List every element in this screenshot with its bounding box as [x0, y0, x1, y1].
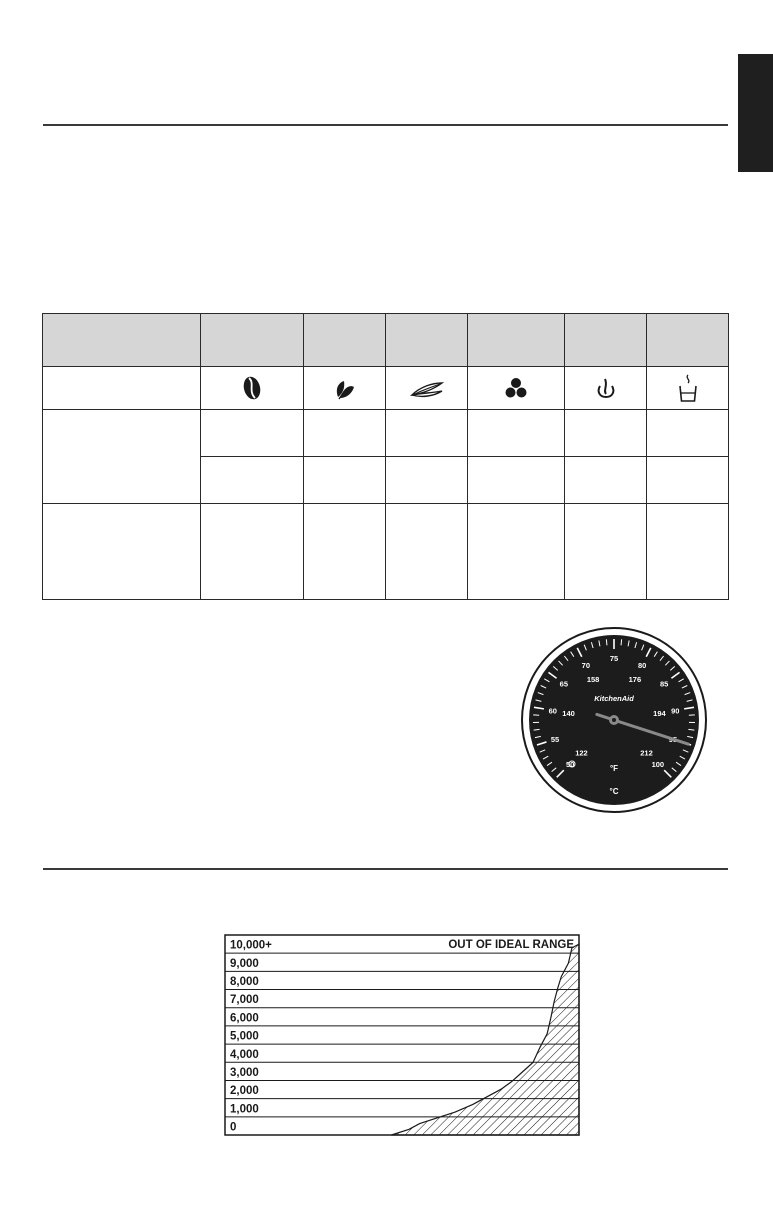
celsius-tick-label: 85 — [659, 679, 669, 689]
table-header-cell — [201, 314, 304, 367]
fahrenheit-tick-label: 158 — [586, 675, 600, 685]
ppm-range-chart — [224, 934, 580, 1138]
herbal-blossom-icon — [505, 377, 527, 399]
table-header-cell — [304, 314, 386, 367]
fahrenheit-tick-label: 194 — [653, 708, 666, 718]
table-header-cell — [647, 314, 729, 367]
y-tick-label: 9,000 — [230, 957, 259, 970]
table-cell — [468, 367, 565, 410]
y-tick-label: 10,000+ — [230, 939, 272, 952]
table-cell — [201, 410, 304, 457]
table-cell — [386, 457, 468, 504]
black-tea-leaf-icon — [334, 375, 356, 401]
table-cell — [386, 504, 468, 600]
celsius-tick-label: 55 — [550, 735, 560, 745]
out-of-range-annotation: OUT OF IDEAL RANGE — [448, 939, 574, 951]
y-tick-label: 0 — [230, 1121, 237, 1134]
celsius-tick-label: 60 — [548, 706, 557, 716]
celsius-tick-label: 75 — [609, 654, 619, 663]
celsius-tick-label: 50 — [565, 759, 575, 769]
section-tab-marker — [738, 54, 773, 172]
table-header-cell — [565, 314, 647, 367]
celsius-tick-label: 80 — [637, 660, 647, 670]
y-tick-label: 2,000 — [230, 1085, 259, 1098]
y-tick-label: 8,000 — [230, 976, 259, 989]
table-cell — [565, 367, 647, 410]
table-cell — [468, 410, 565, 457]
brewing-guide-table — [42, 313, 729, 600]
brand-logo-text: KitchenAid — [594, 694, 634, 703]
table-cell — [43, 410, 201, 504]
table-header-row — [43, 314, 729, 367]
fahrenheit-unit-label: °F — [609, 764, 619, 773]
table-cell — [201, 504, 304, 600]
celsius-unit-label: °C — [609, 787, 619, 796]
y-tick-label: 6,000 — [230, 1012, 259, 1025]
section-divider-bottom — [43, 868, 728, 870]
y-tick-label: 5,000 — [230, 1030, 259, 1043]
table-cell — [304, 367, 386, 410]
table-cell — [304, 457, 386, 504]
table-cell — [304, 504, 386, 600]
steam-flame-icon — [594, 376, 618, 400]
y-tick-label: 3,000 — [230, 1066, 259, 1079]
celsius-tick-label: 100 — [651, 759, 665, 769]
table-header-cell — [43, 314, 201, 367]
table-cell — [468, 457, 565, 504]
fahrenheit-tick-label: 140 — [562, 708, 575, 718]
y-tick-label: 4,000 — [230, 1048, 259, 1061]
table-cell — [43, 367, 201, 410]
table-header-cell — [386, 314, 468, 367]
table-icon-row — [43, 367, 729, 410]
celsius-tick-label: 90 — [671, 706, 680, 716]
table-cell — [201, 457, 304, 504]
dial-tick — [606, 639, 607, 645]
y-tick-label: 1,000 — [230, 1103, 259, 1116]
table-cell — [43, 504, 201, 600]
table-cell — [304, 410, 386, 457]
table-cell — [565, 410, 647, 457]
table-cell — [386, 410, 468, 457]
green-tea-leaf-icon — [410, 377, 444, 399]
fahrenheit-tick-label: 212 — [640, 748, 653, 758]
table-row — [43, 504, 729, 600]
table-cell — [386, 367, 468, 410]
celsius-tick-label: 70 — [581, 660, 591, 670]
kettle-thermometer-dial — [520, 626, 708, 814]
fahrenheit-tick-label: 122 — [575, 748, 588, 758]
y-tick-label: 7,000 — [230, 994, 259, 1007]
table-row — [43, 410, 729, 457]
table-cell — [468, 504, 565, 600]
table-cell — [565, 504, 647, 600]
table-cell — [647, 504, 729, 600]
table-cell — [647, 410, 729, 457]
celsius-tick-label: 65 — [559, 679, 569, 689]
fahrenheit-tick-label: 176 — [628, 675, 642, 685]
table-cell — [201, 367, 304, 410]
table-header-cell — [468, 314, 565, 367]
hot-water-cup-icon — [677, 373, 699, 403]
table-cell — [647, 457, 729, 504]
section-divider-top — [43, 124, 728, 126]
table-cell — [647, 367, 729, 410]
dial-tick — [621, 639, 622, 645]
table-cell — [565, 457, 647, 504]
coffee-bean-icon — [242, 375, 262, 401]
